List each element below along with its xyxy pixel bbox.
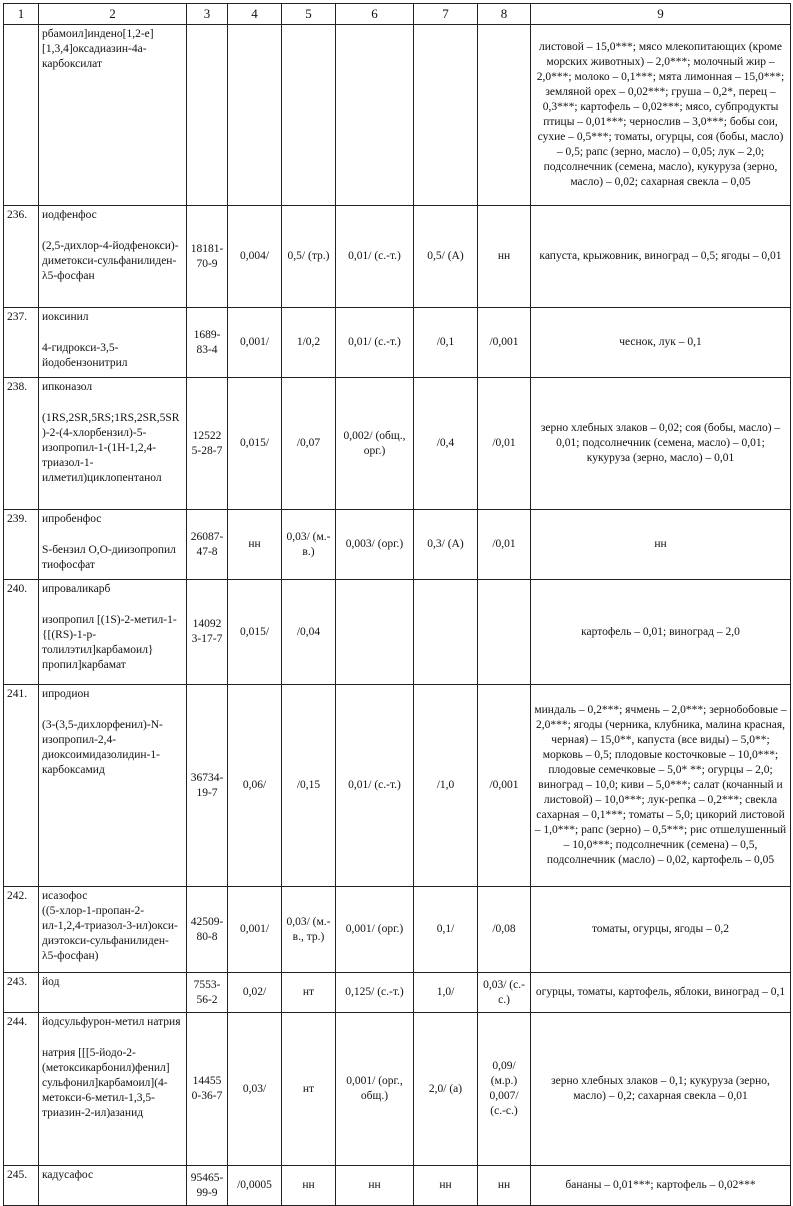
value-col5: /0,07 (282, 378, 336, 510)
row-number (4, 25, 39, 206)
value-col5: 1/0,2 (282, 308, 336, 378)
value-col6 (336, 580, 414, 685)
value-col7: 0,3/ (А) (414, 510, 478, 580)
cas-number: 42509-80-8 (187, 887, 228, 973)
col-header-8: 8 (478, 4, 531, 25)
row-number: 243. (4, 973, 39, 1013)
table-row (4, 580, 791, 685)
row-number: 241. (4, 685, 39, 887)
value-col8: 0,09/ (м.р.) 0,007/ (с.-с.) (478, 1013, 531, 1166)
value-col8 (478, 25, 531, 206)
value-col7 (414, 25, 478, 206)
value-col7: /0,1 (414, 308, 478, 378)
substance-cell (39, 308, 187, 378)
col-header-4: 4 (228, 4, 282, 25)
substance-name: ипроваликарб (42, 583, 111, 595)
row-number: 239. (4, 510, 39, 580)
substance-name: ипробенфос (42, 513, 102, 525)
value-col6: 0,01/ (с.-т.) (336, 308, 414, 378)
value-col7: 1,0/ (414, 973, 478, 1013)
row-number: 245. (4, 1166, 39, 1206)
cas-number: 144550-36-7 (187, 1013, 228, 1166)
value-col5: 0,5/ (тр.) (282, 206, 336, 308)
products-cell: бананы – 0,01***; картофель – 0,02*** (531, 1166, 791, 1206)
value-col7: 0,1/ (414, 887, 478, 973)
value-col4: /0,0005 (228, 1166, 282, 1206)
products-cell: чеснок, лук – 0,1 (531, 308, 791, 378)
col-header-9: 9 (531, 4, 791, 25)
chemical-name: натрия [[[5-йодо-2-(метоксикарбонил)фенил] сульфонил]карбамоил](4-метокси-6-метил-1,3,5-триазин-2-ил)азанид (42, 1046, 170, 1119)
row-number: 238. (4, 378, 39, 510)
value-col5: нн (282, 1166, 336, 1206)
value-col5: нт (282, 973, 336, 1013)
table-row (4, 510, 791, 580)
value-col4: нн (228, 510, 282, 580)
value-col6: 0,01/ (с.-т.) (336, 685, 414, 887)
table-row (4, 308, 791, 378)
value-col8: /0,08 (478, 887, 531, 973)
table-row (4, 25, 791, 206)
table-row (4, 887, 791, 973)
col-header-3: 3 (187, 4, 228, 25)
row-number: 237. (4, 308, 39, 378)
value-col7: 2,0/ (а) (414, 1013, 478, 1166)
row-number: 236. (4, 206, 39, 308)
value-col6 (336, 25, 414, 206)
value-col5: /0,04 (282, 580, 336, 685)
cas-number: 36734-19-7 (187, 685, 228, 887)
substance-cell (39, 206, 187, 308)
chemical-name: ((5-хлор-1-пропан-2-ил-1,2,4-триазол-3-ил)окси-диэтокси-сульфанилиден-λ5-фосфан) (42, 904, 178, 962)
value-col6: 0,01/ (с.-т.) (336, 206, 414, 308)
products-cell: огурцы, томаты, картофель, яблоки, виноград – 0,1 (531, 973, 791, 1013)
products-cell: капуста, крыжовник, виноград – 0,5; ягоды – 0,01 (531, 206, 791, 308)
col-header-1: 1 (4, 4, 39, 25)
row-number: 244. (4, 1013, 39, 1166)
cas-number: 26087-47-8 (187, 510, 228, 580)
substance-cell (39, 510, 187, 580)
value-col4: 0,004/ (228, 206, 282, 308)
table-row (4, 973, 791, 1013)
col-header-2: 2 (39, 4, 187, 25)
substance-name: иоксинил (42, 311, 89, 323)
cas-number: 125225-28-7 (187, 378, 228, 510)
chemical-name: изопропил [(1S)-2-метил-1-{[(RS)-1-р-толилэтил]карбамоил} пропил]карбамат (42, 613, 177, 671)
value-col4 (228, 25, 282, 206)
substance-cell (39, 1166, 187, 1206)
cas-number: 7553-56-2 (187, 973, 228, 1013)
cas-number: 140923-17-7 (187, 580, 228, 685)
chemical-name: (3-(3,5-дихлорфенил)-N-изопропил-2,4-диоксоимидазолидин-1-карбоксамид (42, 718, 163, 776)
table-row (4, 206, 791, 308)
substance-cell (39, 887, 187, 973)
value-col6: 0,003/ (орг.) (336, 510, 414, 580)
row-number: 240. (4, 580, 39, 685)
value-col5 (282, 25, 336, 206)
value-col5: 0,03/ (м.-в.) (282, 510, 336, 580)
value-col6: 0,001/ (орг., общ.) (336, 1013, 414, 1166)
col-header-6: 6 (336, 4, 414, 25)
col-header-5: 5 (282, 4, 336, 25)
cas-number (187, 25, 228, 206)
cas-number: 18181-70-9 (187, 206, 228, 308)
value-col6: 0,125/ (с.-т.) (336, 973, 414, 1013)
substance-cell (39, 685, 187, 887)
products-cell: томаты, огурцы, ягоды – 0,2 (531, 887, 791, 973)
table-row (4, 1166, 791, 1206)
substance-name: ипродион (42, 688, 90, 700)
value-col8: /0,001 (478, 685, 531, 887)
table-row (4, 378, 791, 510)
header-row (4, 4, 791, 25)
col-header-7: 7 (414, 4, 478, 25)
row-number: 242. (4, 887, 39, 973)
value-col8: /0,001 (478, 308, 531, 378)
value-col7 (414, 580, 478, 685)
value-col5: /0,15 (282, 685, 336, 887)
chemical-name: 4-гидрокси-3,5-йодобензонитрил (42, 341, 128, 369)
chemical-name: (1RS,2SR,5RS;1RS,2SR,5SR)-2-(4-хлорбензил)-5-изопропил-1-(1Н-1,2,4-триазол-1-илметил)циклопентанол (42, 411, 180, 484)
substance-name: кадусафос (42, 1169, 94, 1181)
substance-cell (39, 1013, 187, 1166)
value-col6: 0,002/ (общ., орг.) (336, 378, 414, 510)
value-col8: /0,01 (478, 510, 531, 580)
chemical-name: S-бензил O,O-диизопропил тиофосфат (42, 543, 176, 571)
products-cell: листовой – 15,0***; мясо млекопитающих (кроме морских животных) – 2,0***; молочный жир – 2,0***; молоко – 0,1***; мята лимонная – 15,0***; земляной орех – 0,02***; груша – 0,2*, перец – 0,3***; картофель – 0,02***; мясо, субпродукты птицы – 0,01***; чернослив – 3,0***; бобы сои, сухие – 0,5***; томаты, огурцы, соя (бобы, масло) – 0,5; рапс (зерно, масло) – 0,05; лук – 2,0; подсолнечник (семена, масло), кукуруза (зерно, масло) – 0,02; сахарная свекла – 0,05 (531, 25, 791, 206)
value-col7: нн (414, 1166, 478, 1206)
value-col4: 0,06/ (228, 685, 282, 887)
value-col6: нн (336, 1166, 414, 1206)
substance-name: ипконазол (42, 381, 93, 393)
value-col4: 0,001/ (228, 887, 282, 973)
value-col8: 0,03/ (с.-с.) (478, 973, 531, 1013)
substance-table (3, 3, 791, 1206)
value-col4: 0,02/ (228, 973, 282, 1013)
substance-cell (39, 580, 187, 685)
cas-number: 95465-99-9 (187, 1166, 228, 1206)
value-col4: 0,015/ (228, 580, 282, 685)
products-cell: картофель – 0,01; виноград – 2,0 (531, 580, 791, 685)
value-col5: 0,03/ (м.-в., тр.) (282, 887, 336, 973)
chemical-name: (2,5-дихлор-4-йодфенокси)-диметокси-сульфанилиден-λ5-фосфан (42, 239, 179, 282)
substance-name: иодфенфос (42, 209, 97, 221)
substance-name: йодсульфурон-метил натрия (42, 1016, 181, 1028)
value-col4: 0,001/ (228, 308, 282, 378)
substance-cell (39, 25, 187, 206)
substance-cell (39, 378, 187, 510)
value-col5: нт (282, 1013, 336, 1166)
value-col8: /0,01 (478, 378, 531, 510)
table-row (4, 685, 791, 887)
substance-name: йод (42, 976, 60, 988)
table-row (4, 1013, 791, 1166)
products-cell: нн (531, 510, 791, 580)
cas-number: 1689-83-4 (187, 308, 228, 378)
value-col6: 0,001/ (орг.) (336, 887, 414, 973)
value-col7: /1,0 (414, 685, 478, 887)
value-col4: 0,015/ (228, 378, 282, 510)
value-col8: нн (478, 1166, 531, 1206)
substance-name: исазофос (42, 890, 88, 902)
substance-cell (39, 973, 187, 1013)
products-cell: зерно хлебных злаков – 0,02; соя (бобы, масло) – 0,01; подсолнечник (семена, масло) – 0,01; кукуруза (зерно, масло) – 0,01 (531, 378, 791, 510)
chemical-name: рбамоил]индено[1,2-e][1,3,4]оксадиазин-4а-карбоксилат (42, 28, 154, 70)
products-cell: миндаль – 0,2***; ячмень – 2,0***; зернобобовые – 2,0***; ягоды (черника, клубника, малина красная, черная) – 15,0**, капуста (все виды) – 5,0**; морковь – 0,5; плодовые косточковые – 10,0***; плодовые семечковые – 5,0* **; огурцы – 2,0; виноград – 10,0; киви – 5,0***; салат (кочанный и листовой) – 10,0***; лук-репка – 0,2***; свекла сахарная – 0,1***; томаты – 5,0; цикорий листовой – 1,0***; рапс (зерно) – 0,5***; рис отшелушенный – 10,0***; подсолнечник (семена) – 0,5, подсолнечник (масло) – 0,02, картофель – 0,05 (531, 685, 791, 887)
value-col7: /0,4 (414, 378, 478, 510)
products-cell: зерно хлебных злаков – 0,1; кукуруза (зерно, масло) – 0,2; сахарная свекла – 0,01 (531, 1013, 791, 1166)
value-col8 (478, 580, 531, 685)
value-col7: 0,5/ (А) (414, 206, 478, 308)
value-col8: нн (478, 206, 531, 308)
value-col4: 0,03/ (228, 1013, 282, 1166)
